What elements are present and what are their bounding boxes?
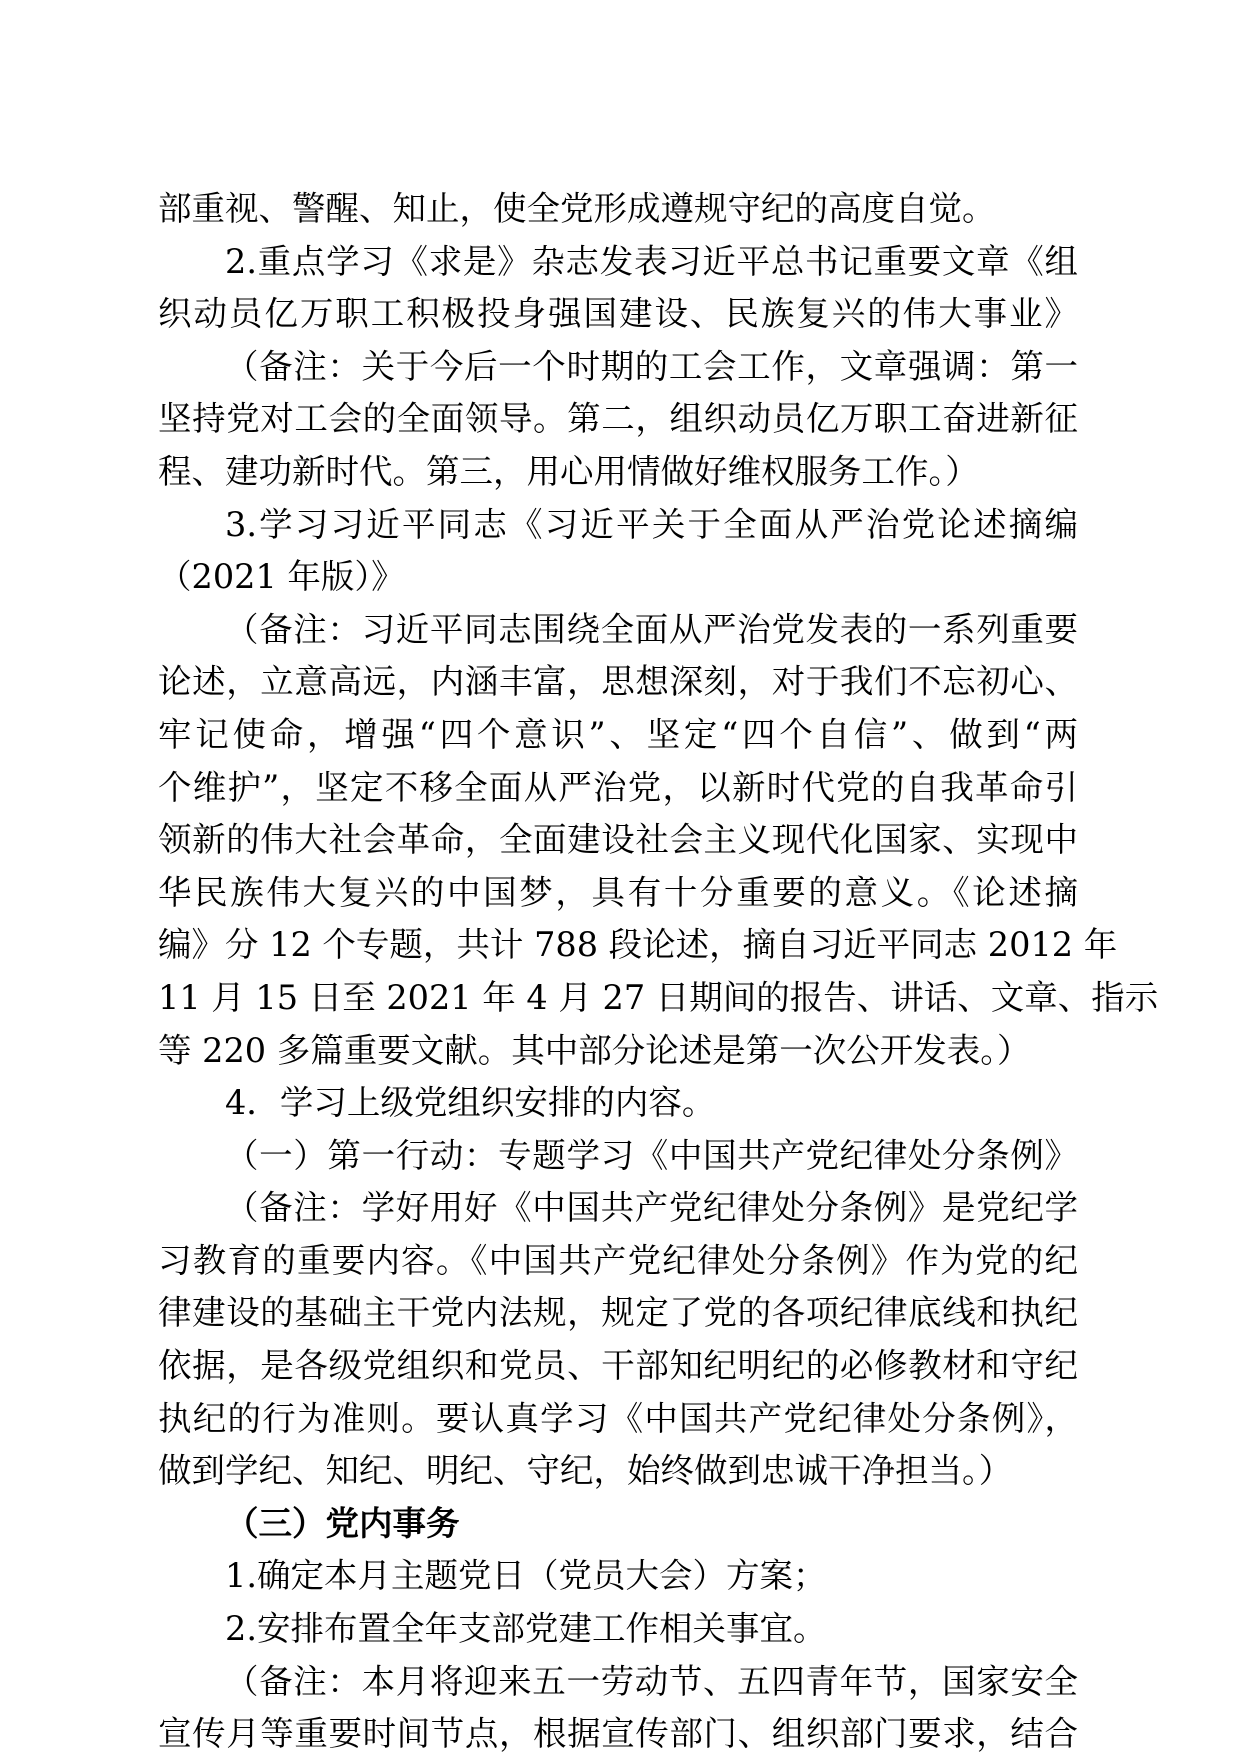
text-line: （一）第一行动：专题学习《中国共产党纪律处分条例》 xyxy=(225,1135,1078,1175)
text-line: 华民族伟大复兴的中国梦，具有十分重要的意义。《论述摘 xyxy=(158,872,1078,912)
text-line: 2.安排布置全年支部党建工作相关事宜。 xyxy=(225,1609,827,1649)
text-line: 个维护”，坚定不移全面从严治党，以新时代党的自我革命引 xyxy=(158,767,1078,807)
text-line: 编》分 12 个专题，共计 788 段论述，摘自习近平同志 2012 年 xyxy=(158,925,1118,965)
text-line: （备注：习近平同志围绕全面从严治党发表的一系列重要 xyxy=(225,609,1078,649)
text-line: 执纪的行为准则。要认真学习《中国共产党纪律处分条例》， xyxy=(158,1398,1078,1438)
text-line: （备注：本月将迎来五一劳动节、五四青年节，国家安全 xyxy=(225,1661,1078,1701)
text-line: 习教育的重要内容。《中国共产党纪律处分条例》作为党的纪 xyxy=(158,1240,1078,1280)
text-line: 2.重点学习《求是》杂志发表习近平总书记重要文章《组 xyxy=(225,241,1078,281)
text-line: （备注：学好用好《中国共产党纪律处分条例》是党纪学 xyxy=(225,1188,1078,1228)
text-line: 11 月 15 日至 2021 年 4 月 27 日期间的报告、讲话、文章、指示 xyxy=(158,977,1159,1017)
text-line: 做到学纪、知纪、明纪、守纪，始终做到忠诚干净担当。） xyxy=(158,1451,1013,1491)
text-line: 依据，是各级党组织和党员、干部知纪明纪的必修教材和守纪 xyxy=(158,1346,1078,1386)
text-line: 1.确定本月主题党日（党员大会）方案； xyxy=(225,1556,827,1596)
text-line: 领新的伟大社会革命，全面建设社会主义现代化国家、实现中 xyxy=(158,820,1078,860)
text-line: 牢记使命，增强“四个意识”、坚定“四个自信”、做到“两 xyxy=(158,714,1078,754)
text-line: 论述，立意高远，内涵丰富，思想深刻，对于我们不忘初心、 xyxy=(158,662,1078,702)
section-heading: （三）党内事务 xyxy=(225,1503,460,1543)
text-line: 坚持党对工会的全面领导。第二，组织动员亿万职工奋进新征 xyxy=(158,399,1078,439)
text-line: 律建设的基础主干党内法规，规定了党的各项纪律底线和执纪 xyxy=(158,1293,1078,1333)
text-line: 等 220 多篇重要文献。其中部分论述是第一次公开发表。） xyxy=(158,1030,1031,1070)
text-line: 3.学习习近平同志《习近平关于全面从严治党论述摘编 xyxy=(225,504,1078,544)
document-page xyxy=(158,183,1159,1761)
text-line: 4．学习上级党组织安排的内容。 xyxy=(225,1083,716,1123)
text-line: （2021 年版）》 xyxy=(158,557,405,597)
text-line: 部重视、警醒、知止，使全党形成遵规守纪的高度自觉。 xyxy=(158,189,996,228)
text-line: 程、建功新时代。第三，用心用情做好维权服务工作。） xyxy=(158,451,979,491)
text-line: 织动员亿万职工积极投身强国建设、民族复兴的伟大事业》 xyxy=(158,294,1078,334)
text-line: （备注：关于今后一个时期的工会工作，文章强调：第一 xyxy=(225,346,1078,386)
text-line: 宣传月等重要时间节点，根据宣传部门、组织部门要求，结合 xyxy=(158,1714,1078,1754)
